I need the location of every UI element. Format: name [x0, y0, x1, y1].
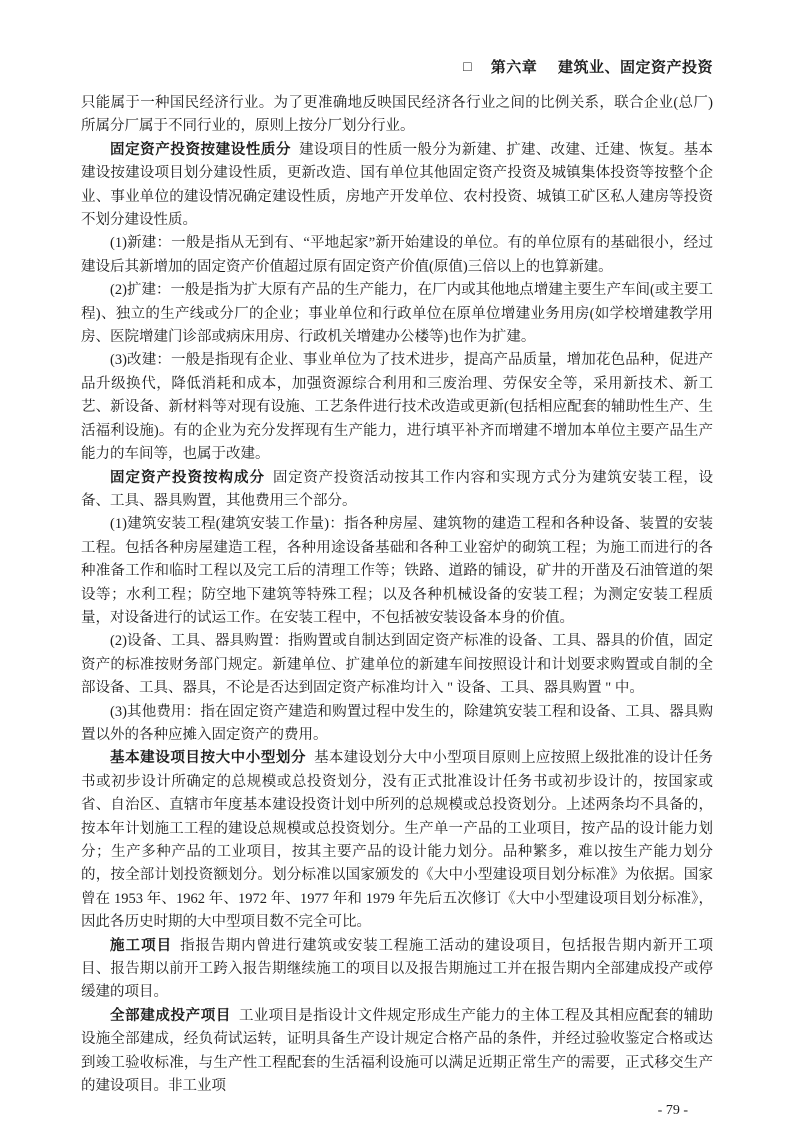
paragraph-construction-installation [81, 513, 713, 630]
term-paragraph-construction-nature [81, 139, 713, 233]
paragraph-text: (1)建筑安装工程(建筑安装工作量)：指各种房屋、建筑物的建造工程和各种设备、装置的安装工程。包括各种房屋建造工程，各种用途设备基础和各种工业窑炉的砌筑工程；为施工而进行的各种准备工作和临时工程以及完工后的清理工作等；铁路、道路的铺设，矿井的开凿及石油管道的架设等；水利工程；防空地下建筑等特殊工程；以及各种机械设备的安装工程；为测定安装工程质量，对设备进行的试运工作。在安装工程中，不包括被安装设备本身的价值。 [81, 516, 713, 626]
page-number: - 79 - [657, 1103, 688, 1119]
paragraph-text: (2)扩建：一般是指为扩大原有产品的生产能力，在厂内或其他地点增建主要生产车间(或主要工程)、独立的生产线或分厂的企业；事业单位和行政单位在原单位增建业务用房(如学校增建教学用房、医院增建门诊部或病床用房、行政机关增建办公楼等)也作为扩建。 [81, 282, 713, 346]
paragraph-text: 固定资产投资活动按其工作内容和实现方式分为建筑安装工程，设备、工具、器具购置，其他费用三个部分。 [81, 469, 713, 509]
chapter-title: 建筑业、固定资产投资 [557, 59, 713, 76]
paragraph-new-construction [81, 232, 713, 279]
term-paragraph-construction-project [81, 935, 713, 1005]
paragraph-text: (1)新建：一般是指从无到有、“平地起家”新开始建设的单位。有的单位原有的基础很小，经过建设后其新增加的固定资产价值超过原有固定资产价值(原值)三倍以上的也算新建。 [81, 235, 713, 275]
paragraph-text: 只能属于一种国民经济行业。为了更准确地反映国民经济各行业之间的比例关系，联合企业(总厂)所属分厂属于不同行业的，原则上按分厂划分行业。 [81, 95, 713, 135]
paragraph-continuation [81, 92, 713, 139]
term-paragraph-composition [81, 467, 713, 514]
paragraph-text: (3)改建：一般是指现有企业、事业单位为了技术进步，提高产品质量，增加花色品种，促进产品升级换代，降低消耗和成本，加强资源综合利用和三废治理、劳保安全等，采用新技术、新工艺、新设备、新材料等对现有设施、工艺条件进行技术改造或更新(包括相应配套的辅助性生产、生活福利设施)。有的企业为充分发挥现有生产能力，进行填平补齐而增建不增加本单位主要产品生产能力的车间等，也属于改建。 [81, 352, 713, 463]
paragraph-text: 工业项目是指设计文件规定形成生产能力的主体工程及其相应配套的辅助设施全部建成，经负荷试运转，证明具备生产设计规定合格产品的条件，并经过验收鉴定合格或达到竣工验收标准，与生产性工程配套的生活福利设施可以满足近期正常生产的需要，正式移交生产的建设项目。非工业项 [81, 1007, 714, 1095]
paragraph-equipment-purchase [81, 630, 713, 700]
paragraph-text: 指报告期内曾进行建筑或安装工程施工活动的建设项目，包括报告期内新开工项目、报告期以前开工跨入报告期继续施工的项目以及报告期施过工并在报告期内全部建成投产或停缓建的项目。 [81, 937, 713, 1001]
term-heading: 固定资产投资按构成分 [110, 469, 265, 486]
term-paragraph-fully-completed [81, 1005, 713, 1099]
paragraph-expansion [81, 279, 713, 349]
paragraph-text: (2)设备、工具、器具购置：指购置或自制达到固定资产标准的设备、工具、器具的价值，固定资产的标准按财务部门规定。新建单位、扩建单位的新建车间按照设计和计划要求购置或自制的全部设备、工具、器具，不论是否达到固定资产标准均计入 " 设备、工具、器具购置 " 中。 [81, 633, 713, 697]
document-body [81, 92, 713, 1098]
term-paragraph-project-size [81, 747, 713, 934]
page-header [81, 56, 713, 77]
paragraph-reconstruction [81, 349, 713, 466]
chapter-label: 第六章 [490, 59, 538, 76]
paragraph-text: 基本建设划分大中小型项目原则上应按照上级批准的设计任务书或初步设计所确定的总规模或总投资划分，没有正式批准设计任务书或初步设计的，按国家或省、自治区、直辖市年度基本建设投资计划中所列的总规模或总投资划分。上述两条均不具备的，按本年计划施工工程的建设总规模或总投资划分。生产单一产品的工业项目，按产品的设计能力划分；生产多种产品的工业项目，按其主要产品的设计能力划分。品种繁多，难以按生产能力划分的，按全部计划投资额划分。划分标准以国家颁发的《大中小型建设项目划分标准》为依据。国家曾在 1953 年、1962 年、1972 年、1977 年和 1979 年先后五次修订《大中小型建设项目划分标准》，因此各历史时期的大中型项目数不完全可比。 [81, 750, 713, 931]
paragraph-other-costs [81, 701, 713, 748]
term-heading: 固定资产投资按建设性质分 [110, 141, 292, 158]
paragraph-text: 建设项目的性质一般分为新建、扩建、改建、迁建、恢复。基本建设按建设项目划分建设性质，更新改造、国有单位其他固定资产投资及城镇集体投资等按整个企业、事业单位的建设情况确定建设性质，房地产开发单位、农村投资、城镇工矿区私人建房等投资不划分建设性质。 [81, 141, 713, 229]
term-heading: 基本建设项目按大中小型划分 [110, 750, 307, 767]
term-heading: 全部建成投产项目 [110, 1007, 231, 1024]
paragraph-text: (3)其他费用：指在固定资产建造和购置过程中发生的，除建筑安装工程和设备、工具、器具购置以外的各种应摊入固定资产的费用。 [81, 703, 713, 743]
term-heading: 施工项目 [110, 937, 173, 954]
chapter-marker-icon: □ [463, 58, 473, 74]
